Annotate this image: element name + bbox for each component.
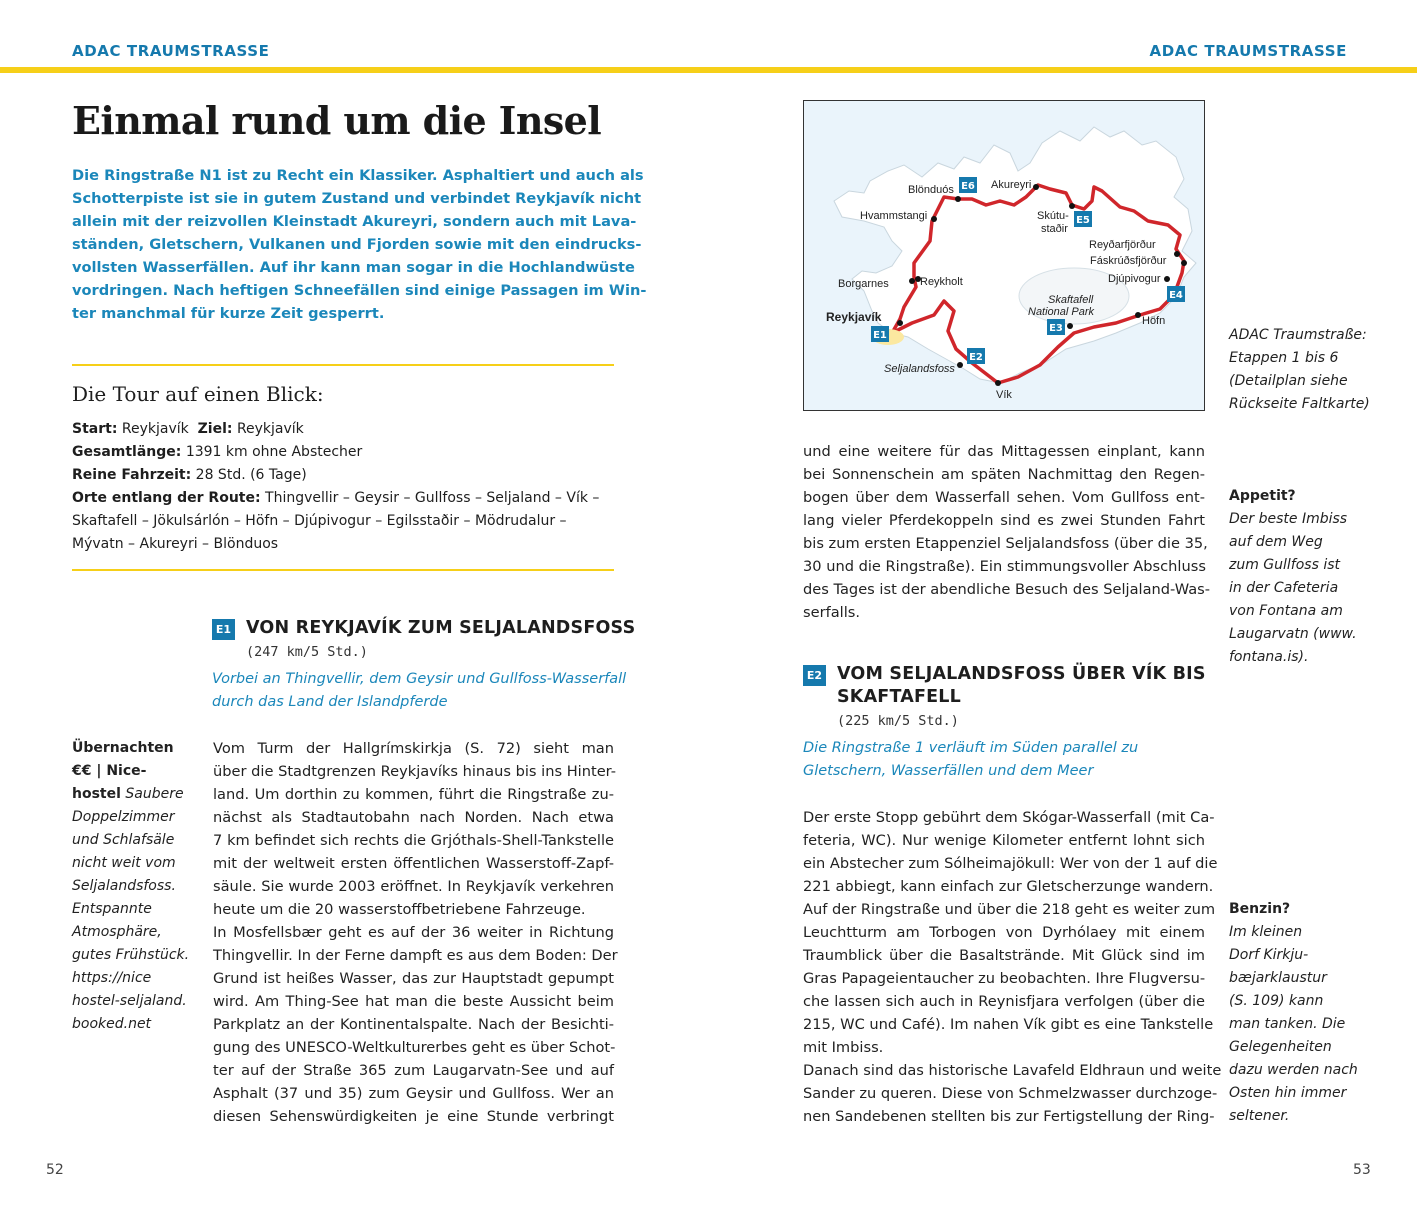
body-line: Thingvellir. In der Ferne dampft es aus dem Boden: Der <box>213 947 618 964</box>
map-label-hofn: Höfn <box>1142 315 1166 327</box>
map-label-djupivogur: Djúpivogur <box>1108 273 1161 285</box>
intro-line: vollsten Wasserfällen. Auf ihr kann man sogar in die Hochlandwüste <box>72 259 635 276</box>
sidebar-line: Entspannte <box>72 901 152 917</box>
sidebar-line: und Schlafsäle <box>72 832 175 848</box>
sidebar-line: Doppelzimmer <box>72 809 175 825</box>
tour-summary-heading: Die Tour auf einen Blick: <box>72 382 324 406</box>
body-line: 221 abbiegt, kann einfach zur Gletscherzunge wandern. <box>803 878 1214 895</box>
map-caption <box>1229 324 1369 416</box>
body-line: Danach sind das historische Lavafeld Eldhraun und weite <box>803 1062 1222 1079</box>
body-line: Grund ist heißes Wasser, das zur Hauptstadt gepumpt <box>213 970 614 987</box>
map-badge-e6 <box>959 177 977 193</box>
town-dot-reykjavik <box>897 320 903 326</box>
stage-e2-distance: (225 km/5 Std.) <box>837 713 959 729</box>
running-header-right: ADAC TRAUMSTRASSE <box>1149 42 1347 60</box>
body-line: heute um die 20 wasserstoffbetriebene Fahrzeuge. <box>213 901 586 918</box>
sidebar-heading: Übernachten <box>72 740 174 756</box>
map-badge-e4 <box>1167 286 1185 302</box>
sidebar-line: zum Gullfoss ist <box>1229 557 1341 573</box>
subtitle-line: durch das Land der Islandpferde <box>212 694 448 710</box>
intro-line: ter manchmal für kurze Zeit gesperrt. <box>72 305 385 322</box>
svg-text:E2: E2 <box>969 352 983 363</box>
start-label: Start: <box>72 421 118 437</box>
sidebar-line: €€ | Nice- <box>72 763 147 779</box>
ziel-value: Reykjavík <box>236 421 304 437</box>
sidebar-line: booked.net <box>72 1016 152 1032</box>
tour-summary <box>72 418 614 556</box>
iceland-route-map <box>803 100 1205 411</box>
intro-paragraph <box>72 164 647 325</box>
sidebar-line: Laugarvatn (www. <box>1229 626 1357 642</box>
town-dot-borgarnes <box>909 278 915 284</box>
town-dot-reydarfjordur <box>1174 251 1180 257</box>
stage-badge-e1: E1 <box>212 619 235 640</box>
sidebar-line: hostel <box>72 786 121 802</box>
page-number-right: 53 <box>1353 1162 1371 1178</box>
intro-line: ständen, Gletschern, Vulkanen und Fjorden sowie mit den eindrucks- <box>72 236 642 253</box>
body-line: Auf der Ringstraße und über die 218 geht es weiter zum <box>803 901 1216 918</box>
svg-text:E4: E4 <box>1169 290 1183 301</box>
body-line: mit der weltweit ersten öffentlichen Wasserstoff-Zapf- <box>213 855 614 872</box>
map-label-blonduos: Blönduós <box>908 184 954 196</box>
body-line: bogen über dem Wasserfall sehen. Vom Gullfoss ent- <box>803 489 1205 506</box>
town-dot-faskrudsfjordur <box>1181 260 1187 266</box>
caption-line: Etappen 1 bis 6 <box>1229 350 1339 366</box>
places-value: Thingvellir – Geysir – Gullfoss – Seljaland – Vík – <box>265 490 600 506</box>
sidebar-line: in der Cafeteria <box>1229 580 1339 596</box>
sidebar-line: nicht weit vom <box>72 855 176 871</box>
drive-time-value: 28 Std. (6 Tage) <box>195 467 307 483</box>
map-label-akureyri: Akureyri <box>991 179 1032 191</box>
stage-e1-body <box>213 737 618 1128</box>
town-dot-hofn <box>1135 312 1141 318</box>
map-label-skaftafell-2: National Park <box>1028 306 1095 318</box>
body-line: ein Abstecher zum Sólheimajökull: Wer von der 1 auf die <box>803 855 1218 872</box>
map-badge-e2 <box>967 348 985 364</box>
town-dot-skutustadir <box>1069 203 1075 209</box>
map-label-borgarnes: Borgarnes <box>838 278 889 290</box>
places-line: Skaftafell – Jökulsárlón – Höfn – Djúpivogur – Egilsstaðir – Mödrudalur – <box>72 513 567 529</box>
map-label-reydarfjordur: Reyðarfjörður <box>1089 239 1156 251</box>
body-line: gung des UNESCO-Weltkulturerbes geht es über Schot- <box>213 1039 616 1056</box>
body-line: Parkplatz an der Kontinentalspalte. Nach der Besichti- <box>213 1016 614 1033</box>
intro-line: vordringen. Nach heftigen Schneefällen sind einige Passagen im Win- <box>72 282 647 299</box>
body-line: des Tages ist der abendliche Besuch des Seljaland-Was- <box>803 581 1211 598</box>
sidebar-heading: Appetit? <box>1229 488 1296 504</box>
length-label: Gesamtlänge: <box>72 444 182 460</box>
body-line: Sander zu queren. Diese von Schmelzwasser durchzoge- <box>803 1085 1218 1102</box>
page-title: Einmal rund um die Insel <box>72 98 602 143</box>
map-label-reykholt: Reykholt <box>920 276 963 288</box>
body-line: Vom Turm der Hallgrímskirkja (S. 72) sieht man <box>213 740 614 757</box>
body-line: 30 und die Ringstraße). Ein stimmungsvoller Abschluss <box>803 558 1206 575</box>
town-dot-blonduos <box>955 196 961 202</box>
caption-line: (Detailplan siehe <box>1229 373 1348 389</box>
map-label-faskrudsfjordur: Fáskrúðsfjörður <box>1090 255 1167 267</box>
body-line: serfalls. <box>803 604 861 621</box>
sidebar-line: Seljalandsfoss. <box>72 878 176 894</box>
places-label: Orte entlang der Route: <box>72 490 261 506</box>
intro-line: allein mit der reizvollen Kleinstadt Akureyri, sondern auch mit Lava- <box>72 213 637 230</box>
stage-e2-title-line: SKAFTAFELL <box>837 687 961 707</box>
caption-line: ADAC Traumstraße: <box>1229 327 1367 343</box>
sidebar-line: gutes Frühstück. <box>72 947 190 963</box>
body-line: bei Sonnenschein am späten Nachmittag den Regen- <box>803 466 1205 483</box>
town-dot-vik <box>995 380 1001 386</box>
sidebar-line: Saubere <box>125 786 184 802</box>
sidebar-line: seltener. <box>1229 1108 1290 1124</box>
sidebar-line: Der beste Imbiss <box>1229 511 1348 527</box>
sidebar-line: Gelegenheiten <box>1229 1039 1332 1055</box>
body-line: Traumblick über die Basaltstrände. Mit Glück sind im <box>803 947 1205 964</box>
sidebar-line: fontana.is). <box>1229 649 1309 665</box>
body-line: Leuchtturm am Torbogen von Dyrhólaey mit einem <box>803 924 1205 941</box>
sidebar-line: man tanken. Die <box>1229 1016 1346 1032</box>
svg-text:E6: E6 <box>961 181 975 192</box>
start-value: Reykjavík <box>121 421 189 437</box>
places-line: Mývatn – Akureyri – Blönduos <box>72 536 279 552</box>
map-badge-e1 <box>871 326 889 342</box>
map-label-skaftafell-1: Skaftafell <box>1048 294 1094 306</box>
body-line: und eine weitere für das Mittagessen einplant, kann <box>803 443 1205 460</box>
sidebar-line: Osten hin immer <box>1229 1085 1347 1101</box>
body-line: lang vieler Pferdekoppeln sind es zwei Stunden Fahrt <box>803 512 1205 529</box>
body-line: ter auf der Straße 365 zum Laugarvatn-See und auf <box>213 1062 614 1079</box>
map-label-reykjavik: Reykjavík <box>826 310 882 324</box>
sidebar-line: Dorf Kirkju- <box>1229 947 1309 963</box>
stage-e1-continuation <box>803 440 1211 624</box>
town-dot-djupivogur <box>1164 276 1170 282</box>
body-line: über die Stadtgrenzen Reykjavíks hinaus bis ins Hinter- <box>213 763 617 780</box>
map-label-hvammstangi: Hvammstangi <box>860 210 928 222</box>
body-line: nächst als Stadtautobahn nach Norden. Nach etwa <box>213 809 614 826</box>
header-rule <box>0 67 1417 73</box>
stage-e2-subtitle <box>803 737 1138 783</box>
stage-e1-subtitle <box>212 668 626 714</box>
body-line: feteria, WC). Nur wenige Kilometer entfernt lohnt sich <box>803 832 1205 849</box>
svg-text:E5: E5 <box>1076 215 1090 226</box>
body-line: nen Sandebenen stellten bis zur Fertigstellung der Ring- <box>803 1108 1215 1125</box>
caption-line: Rückseite Faltkarte) <box>1229 396 1370 412</box>
sidebar-line: (S. 109) kann <box>1229 993 1324 1009</box>
sidebar-line: bæjarklaustur <box>1229 970 1327 986</box>
body-line: Asphalt (37 und 35) zum Geysir und Gullfoss. Wer an <box>213 1085 614 1102</box>
sidebar-line: dazu werden nach <box>1229 1062 1358 1078</box>
map-label-vik: Vík <box>996 389 1012 401</box>
body-line: bis zum ersten Etappenziel Seljalandsfoss (über die 35, <box>803 535 1208 552</box>
summary-top-rule <box>72 364 614 366</box>
body-line: land. Um dorthin zu kommen, führt die Ringstraße zu- <box>213 786 614 803</box>
summary-bottom-rule <box>72 569 614 571</box>
svg-text:E3: E3 <box>1049 323 1063 334</box>
body-line: säule. Sie wurde 2003 eröffnet. In Reykjavík verkehren <box>213 878 614 895</box>
stage-e1-title: VON REYKJAVÍK ZUM SELJALANDSFOSS <box>246 618 636 638</box>
sidebar-appetit-tip <box>1229 485 1369 669</box>
sidebar-heading: Benzin? <box>1229 901 1291 917</box>
ziel-label: Ziel: <box>197 421 233 437</box>
map-badge-e3 <box>1047 319 1065 335</box>
stage-e2-body <box>803 806 1222 1128</box>
intro-line: Schotterpiste ist sie in gutem Zustand und verbindet Reykjavík nicht <box>72 190 642 207</box>
map-badge-e5 <box>1074 211 1092 227</box>
body-line: diesen Sehenswürdigkeiten je eine Stunde verbringt <box>213 1108 614 1125</box>
map-graphic <box>804 101 1205 411</box>
sidebar-line: auf dem Weg <box>1229 534 1323 550</box>
sidebar-overnight-tip <box>72 737 202 1036</box>
map-label-skutustadir-1: Skútu- <box>1037 210 1069 222</box>
subtitle-line: Die Ringstraße 1 verläuft im Süden parallel zu <box>803 740 1139 756</box>
drive-time-label: Reine Fahrzeit: <box>72 467 192 483</box>
town-dot-skaftafell <box>1067 323 1073 329</box>
body-line: In Mosfellsbær geht es auf der 36 weiter in Richtung <box>213 924 614 941</box>
page-number-left: 52 <box>46 1162 64 1178</box>
map-label-skutustadir-2: staðir <box>1041 223 1068 235</box>
subtitle-line: Gletschern, Wasserfällen und dem Meer <box>803 763 1094 779</box>
stage-e2-title-line: VOM SELJALANDSFOSS ÜBER VÍK BIS <box>837 664 1206 684</box>
sidebar-line: Atmosphäre, <box>72 924 162 940</box>
body-line: wird. Am Thing-See hat man die beste Aussicht beim <box>213 993 614 1010</box>
running-header-left: ADAC TRAUMSTRASSE <box>72 42 270 60</box>
sidebar-line: Im kleinen <box>1229 924 1303 940</box>
sidebar-line: hostel-seljaland. <box>72 993 187 1009</box>
subtitle-line: Vorbei an Thingvellir, dem Geysir und Gullfoss-Wasserfall <box>212 671 627 687</box>
town-dot-akureyri <box>1033 184 1039 190</box>
town-dot-hvammstangi <box>931 216 937 222</box>
length-value: 1391 km ohne Abstecher <box>185 444 363 460</box>
stage-e1-distance: (247 km/5 Std.) <box>246 644 368 660</box>
intro-line: Die Ringstraße N1 ist zu Recht ein Klassiker. Asphaltiert und auch als <box>72 167 644 184</box>
sidebar-line: von Fontana am <box>1229 603 1343 619</box>
body-line: Der erste Stopp gebührt dem Skógar-Wasserfall (mit Ca- <box>803 809 1215 826</box>
sidebar-line: https://nice <box>72 970 152 986</box>
body-line: 215, WC und Café). Im nahen Vík gibt es eine Tankstelle <box>803 1016 1214 1033</box>
town-dot-seljalandsfoss <box>957 362 963 368</box>
sidebar-benzin-tip <box>1229 898 1369 1128</box>
body-line: che lassen sich auch in Reynisfjara verfolgen (über die <box>803 993 1205 1010</box>
svg-text:E1: E1 <box>873 330 887 341</box>
map-label-seljalandsfoss: Seljalandsfoss <box>884 363 955 375</box>
body-line: 7 km befindet sich rechts die Grjóthals-Shell-Tankstelle <box>213 832 614 849</box>
body-line: mit Imbiss. <box>803 1039 884 1056</box>
body-line: Gras Papageientaucher zu beobachten. Ihre Flugversu- <box>803 970 1206 987</box>
stage-badge-e2: E2 <box>803 665 826 686</box>
